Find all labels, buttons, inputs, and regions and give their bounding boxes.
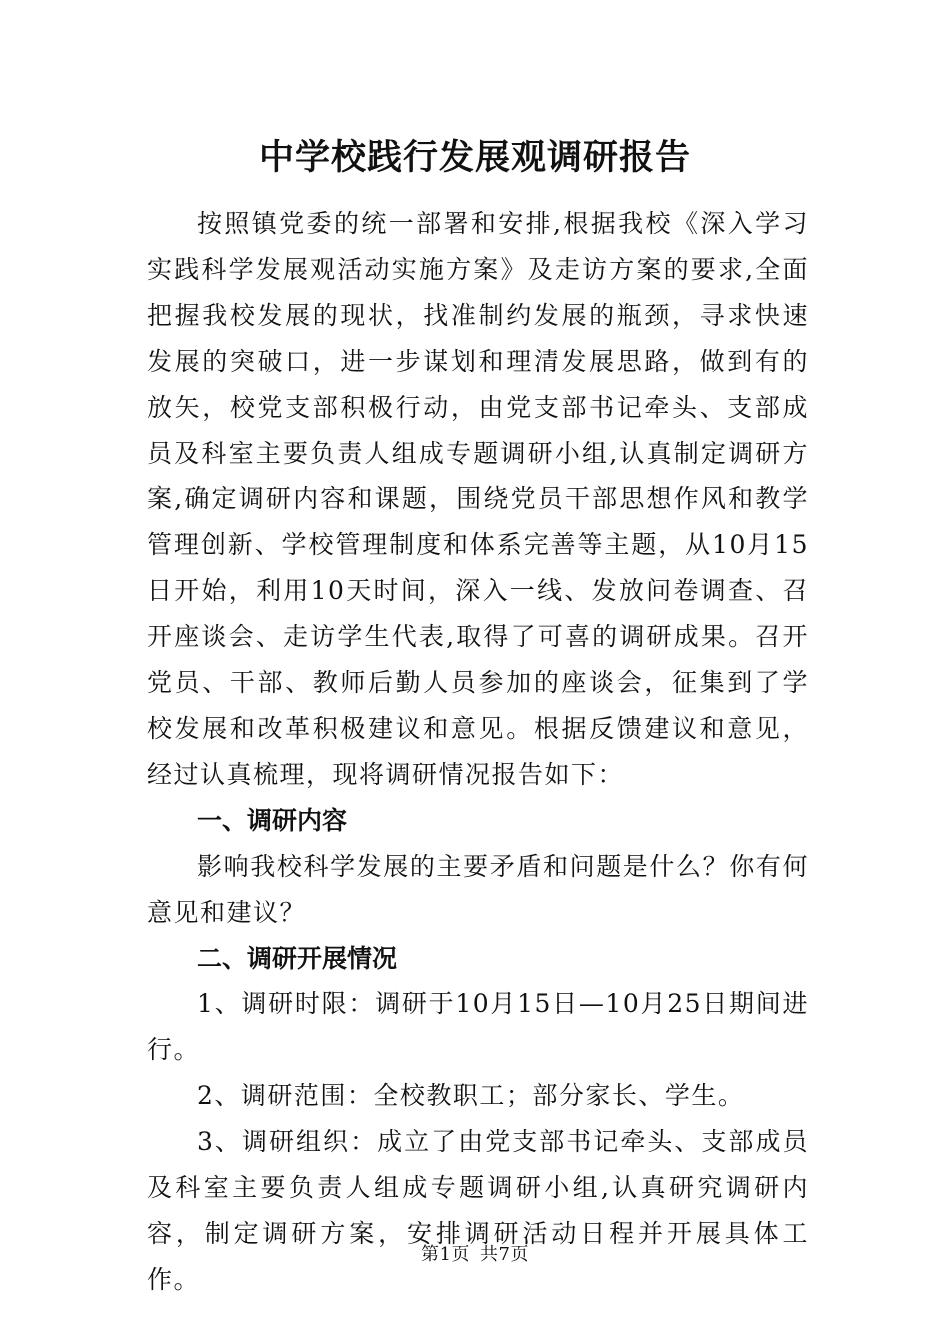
research-organization-item: 3、调研组织：成立了由党支部书记牵头、支部成员及科室主要负责人组成专题调研小组,认真研究调研内容，制定调研方案，安排调研活动日程并开展具体工作。 xyxy=(147,1127,809,1294)
page-number-total: 共7页 xyxy=(480,1244,529,1265)
research-period-item: 1、调研时限：调研于10月15日—10月25日期间进行。 xyxy=(147,989,809,1065)
document-body xyxy=(147,201,809,1303)
page-footer xyxy=(0,1243,950,1267)
section-heading-research-status: 二、调研开展情况 xyxy=(197,943,398,973)
page-number-current: 第1页 xyxy=(421,1244,470,1265)
research-content-paragraph: 影响我校科学发展的主要矛盾和问题是什么？你有何意见和建议？ xyxy=(147,851,809,927)
document-title: 中学校践行发展观调研报告 xyxy=(258,137,691,178)
section-heading-research-content: 一、调研内容 xyxy=(197,805,348,835)
research-scope-item: 2、调研范围：全校教职工；部分家长、学生。 xyxy=(197,1081,745,1111)
intro-paragraph: 按照镇党委的统一部署和安排,根据我校《深入学习实践科学发展观活动实施方案》及走访方案的要求,全面把握我校发展的现状，找准制约发展的瓶颈，寻求快速发展的突破口，进一步谋划和理清发展思路，做到有的放矢，校党支部积极行动，由党支部书记牵头、支部成员及科室主要负责人组成专题调研小组,认真制定调研方案,确定调研内容和课题，围绕党员干部思想作风和教学管理创新、学校管理制度和体系完善等主题，从10月15日开始，利用10天时间，深入一线、发放问卷调查、召开座谈会、走访学生代表,取得了可喜的调研成果。召开党员、干部、教师后勤人员参加的座谈会，征集到了学校发展和改革积极建议和意见。根据反馈建议和意见，经过认真梳理，现将调研情况报告如下： xyxy=(147,209,809,789)
